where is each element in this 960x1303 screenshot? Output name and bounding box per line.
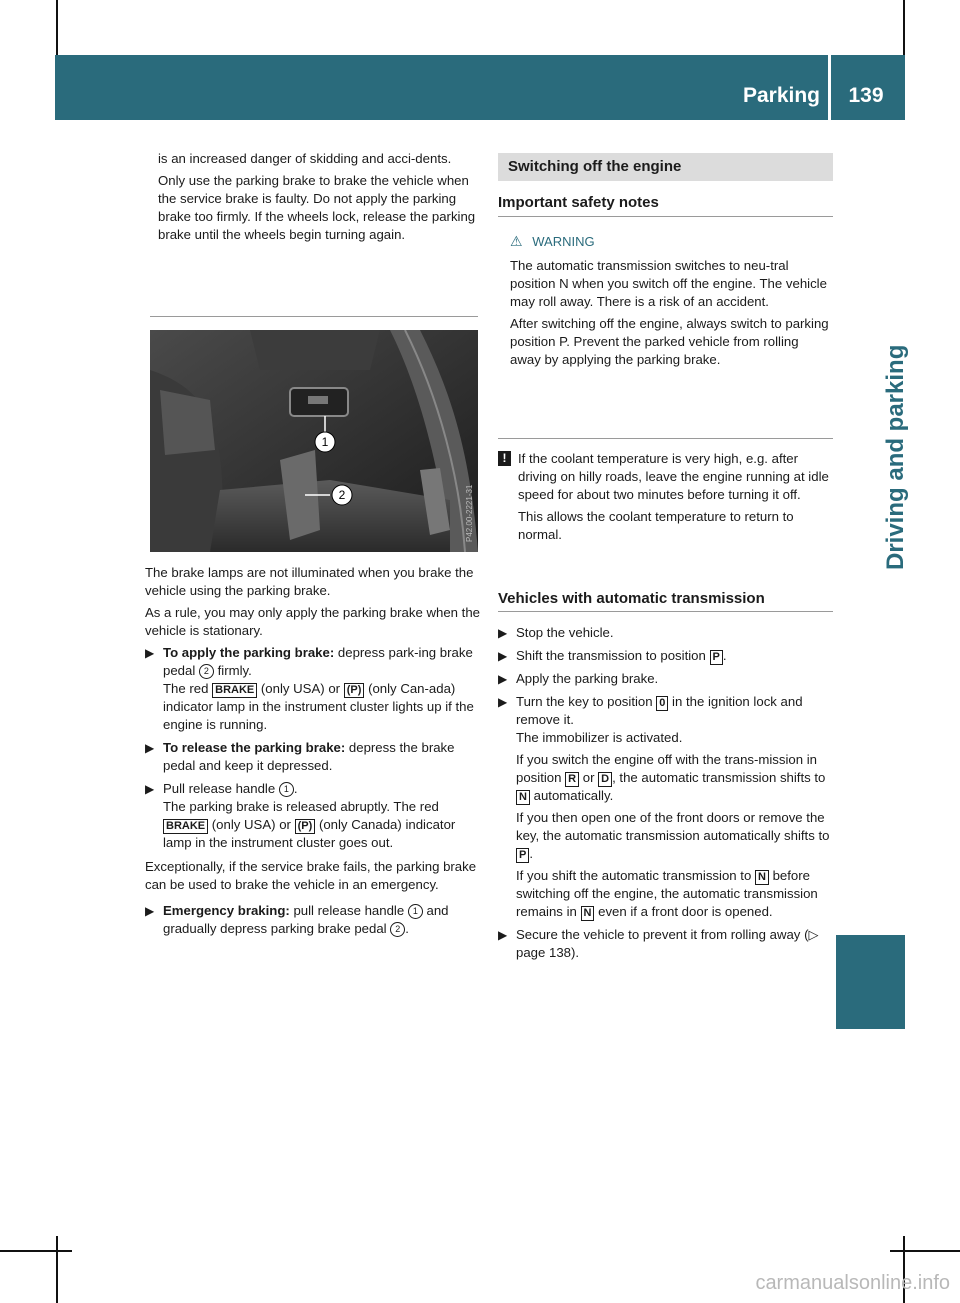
gear-n-box: N	[755, 870, 769, 885]
paragraph-as-a-rule: As a rule, you may only apply the parking brake when the vehicle is stationary.	[145, 605, 481, 638]
arrow-icon: ▶	[145, 741, 155, 755]
header-section-title: Parking	[742, 84, 820, 107]
arrow-icon: ▶	[145, 904, 155, 918]
arrow-icon: ▶	[145, 646, 155, 660]
footer-watermark: carmanualsonline.info	[755, 1272, 950, 1294]
gear-p-box: P	[516, 848, 529, 863]
brake-usa-icon: BRAKE	[163, 819, 208, 834]
callout-1-ref: 1	[279, 782, 294, 797]
arrow-icon: ▶	[498, 928, 508, 942]
step-stop-vehicle: ▶ Stop the vehicle.	[498, 625, 614, 640]
gear-n-box: N	[516, 790, 530, 805]
step-turn-key: ▶ Turn the key to position 0 in the ignition lock and remove it. The immobilizer is activated. If you switch the engine off with the trans-mission in position R or D , the automatic transmission shifts to N automatically. If you then open one of the front doors or remove the key, the automatic transmission automatically shifts to P . If you shift the automatic transmission to N before switching off the engine, the automatic transmission remains in N even if a front door is opened.	[498, 693, 833, 921]
subheading-safety-notes: Important safety notes	[498, 194, 659, 211]
crop-mark-bottom-right-h	[890, 1250, 960, 1252]
crop-mark-top-right-v	[903, 0, 905, 55]
left-column-top	[158, 150, 476, 248]
page-number: 139	[848, 84, 884, 107]
step-apply-parking-brake: ▶ To apply the parking brake: depress park-ing brake pedal 2 firmly. The red BRAKE (only USA) or (P) (only Can-ada) indicator lamp in the instrument cluster lights up if the engine is running.	[145, 645, 474, 732]
step-pull-release-handle: ▶ Pull release handle 1 . The parking brake is released abruptly. The red BRAKE (only USA) or (P) (only Canada) indicator lamp in the instrument cluster goes out.	[145, 781, 456, 850]
warning-title: WARNING	[532, 234, 595, 249]
crop-mark-top-left-v	[56, 0, 58, 55]
warning-paragraph-1: The automatic transmission switches to neu-tral position N when you switch off the engine. The vehicle may roll away. There is a risk of an accident.	[510, 258, 827, 309]
warning-bottom-rule-right	[498, 438, 833, 439]
callout-2-ref: 2	[390, 922, 405, 937]
crop-mark-bottom-left-h	[0, 1250, 72, 1252]
arrow-icon: ▶	[498, 672, 508, 686]
arrow-icon: ▶	[498, 649, 508, 663]
note-paragraph-1: If the coolant temperature is very high, e.g. after driving on hilly roads, leave the engine running at idle speed for about two minutes before turning it off.	[518, 451, 829, 502]
callout-2-ref: 2	[199, 664, 214, 679]
step-shift-to-p: ▶ Shift the transmission to position P .	[498, 648, 727, 663]
key-position-0-box: 0	[656, 696, 668, 711]
subheading2-rule	[498, 611, 833, 612]
step-emergency-braking: ▶ Emergency braking: pull release handle 1 and gradually depress parking brake pedal 2 .	[145, 903, 449, 936]
image-code: P42.00-2221-31	[465, 484, 474, 542]
note-block	[498, 450, 833, 548]
arrow-icon: ▶	[498, 695, 508, 709]
gear-d-box: D	[598, 772, 612, 787]
step-turn-key-para-4: If you shift the automatic transmission to N before switching off the engine, the automatic transmission remains in N even if a front door is opened.	[516, 868, 818, 919]
gear-r-box: R	[565, 772, 579, 787]
callout-1-ref: 1	[408, 904, 423, 919]
paragraph-exceptionally: Exceptionally, if the service brake fails, the parking brake can be used to brake the vehicle in an emergency.	[145, 859, 477, 892]
step-secure-vehicle: ▶ Secure the vehicle to prevent it from rolling away (▷ page 138).	[498, 927, 819, 960]
brake-canada-icon: (P)	[295, 819, 316, 834]
side-tab-block	[836, 935, 905, 1029]
step-release-parking-brake: ▶ To release the parking brake: depress the brake pedal and keep it depressed.	[145, 740, 455, 773]
note-mark-icon: !	[498, 451, 511, 466]
section-heading: Switching off the engine	[498, 153, 833, 181]
brake-canada-icon: (P)	[344, 683, 365, 698]
left-column-bottom	[145, 564, 480, 943]
step-turn-key-para-3: If you then open one of the front doors or remove the key, the automatic transmission automatically shifts to P .	[516, 810, 830, 861]
gear-n-box: N	[581, 906, 595, 921]
warning-box	[510, 232, 830, 373]
paragraph-brake-lamps: The brake lamps are not illuminated when you brake the vehicle using the parking brake.	[145, 565, 474, 598]
side-tab-label: Driving and parking	[882, 344, 909, 570]
warning-bottom-rule	[150, 316, 478, 317]
subheading-rule	[498, 216, 833, 217]
parking-brake-photo	[150, 330, 478, 552]
warning-paragraph: Only use the parking brake to brake the vehicle when the service brake is faulty. Do not apply the parking brake too firmly. If the wheels lock, release the parking brake until the wheels begin turning again.	[158, 173, 476, 242]
note-paragraph-2: This allows the coolant temperature to return to normal.	[518, 509, 794, 542]
gear-p-box: P	[710, 650, 723, 665]
header-divider	[828, 55, 831, 120]
warning-triangle-icon: ⚠	[510, 233, 523, 249]
arrow-icon: ▶	[498, 626, 508, 640]
crop-mark-bottom-left-v	[56, 1236, 58, 1303]
warning-paragraph-2: After switching off the engine, always switch to parking position P. Prevent the parked vehicle from rolling away by applying the parking brake.	[510, 316, 829, 367]
callout-1: 1	[321, 435, 329, 449]
warning-continuation: is an increased danger of skidding and acci-dents.	[158, 151, 452, 166]
step-apply-brake: ▶ Apply the parking brake.	[498, 671, 659, 686]
arrow-icon: ▶	[145, 782, 155, 796]
brake-usa-icon: BRAKE	[212, 683, 257, 698]
right-steps	[498, 624, 833, 967]
callout-2: 2	[338, 488, 346, 502]
photo-illustration	[150, 330, 478, 552]
subheading-automatic-transmission: Vehicles with automatic transmission	[498, 590, 765, 607]
step-turn-key-para-2: If you switch the engine off with the trans-mission in position R or D , the automatic transmission shifts to N automatically.	[516, 752, 826, 803]
